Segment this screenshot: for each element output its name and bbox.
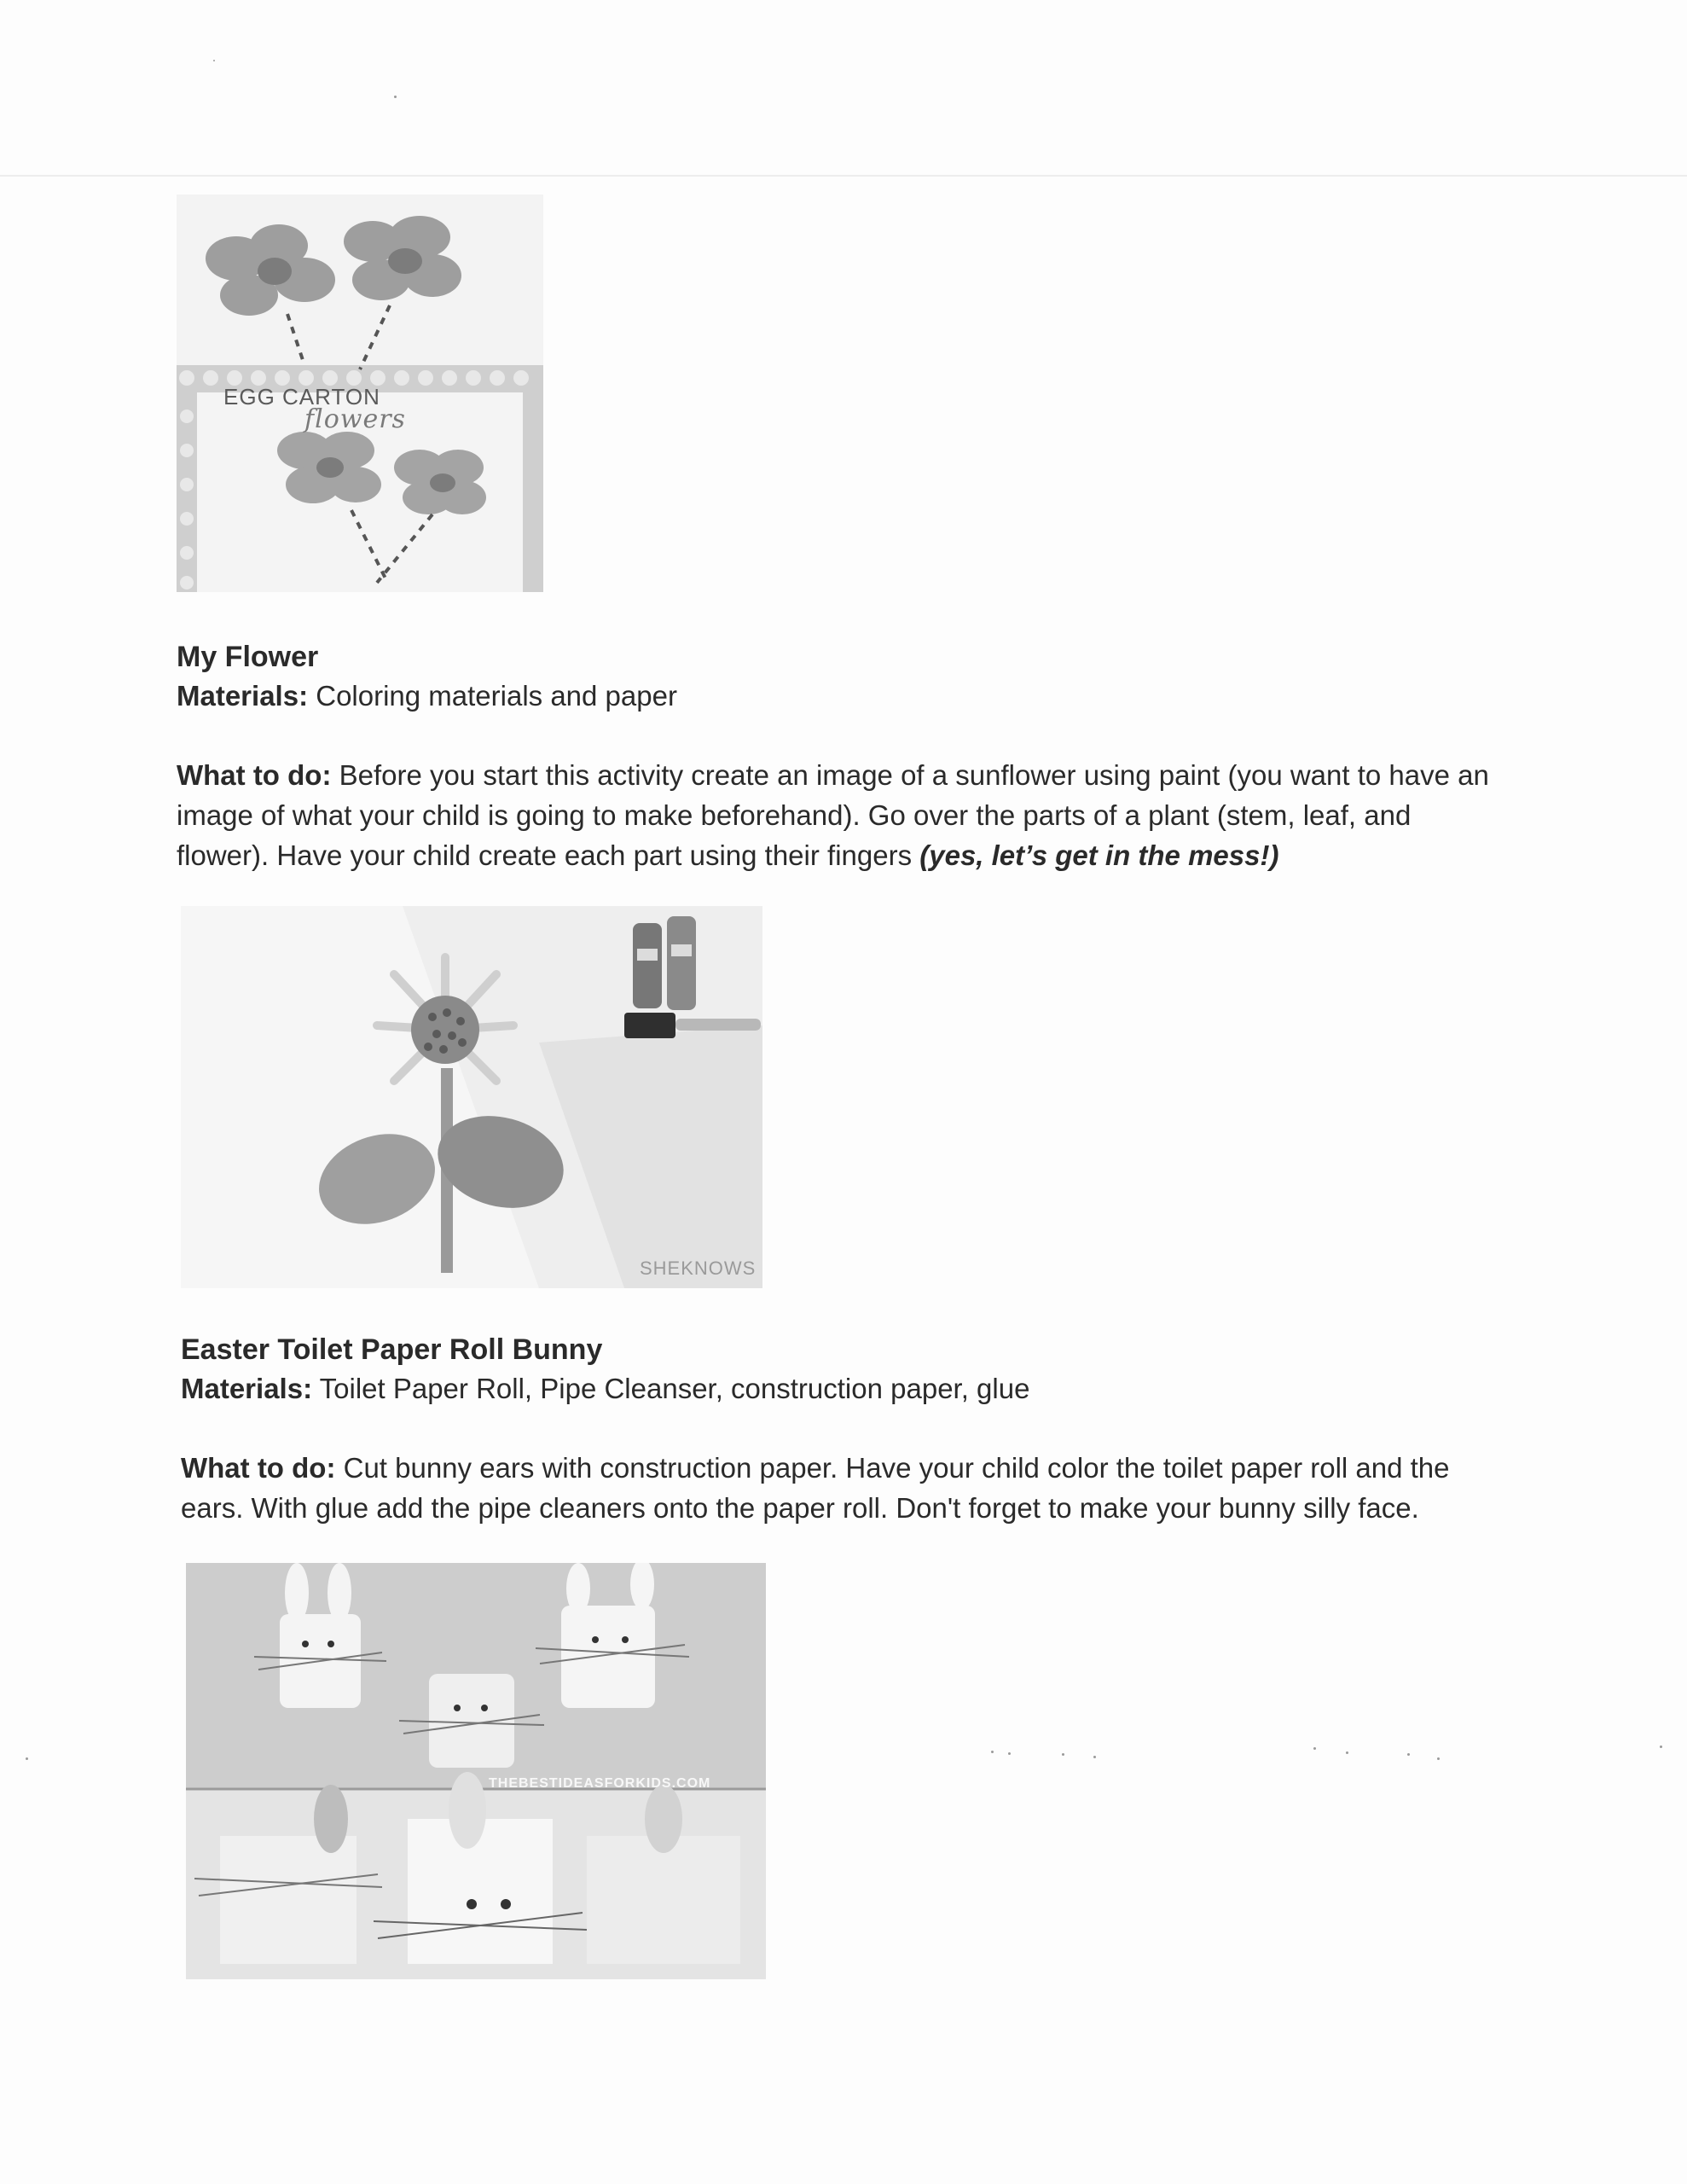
egg-carton-label: EGG CARTON [223, 384, 380, 410]
materials-text: Toilet Paper Roll, Pipe Cleanser, construction paper, glue [312, 1373, 1030, 1404]
scan-speck [26, 1757, 28, 1760]
scan-speck [1437, 1757, 1440, 1760]
bunny-watermark: THEBESTIDEASFORKIDS.COM [489, 1776, 711, 1791]
scan-speck [991, 1751, 994, 1753]
materials-label: Materials: [181, 1373, 313, 1404]
scan-speck [1407, 1753, 1410, 1756]
scan-speck [1313, 1747, 1316, 1750]
instructions-emphasis: (yes, let’s get in the mess!) [919, 839, 1279, 871]
bunny-instructions [181, 1448, 1494, 1528]
what-to-do-label: What to do: [177, 759, 332, 791]
sunflower-handprint-photo [181, 906, 762, 1288]
scan-speck [1008, 1752, 1011, 1755]
materials-text: Coloring materials and paper [308, 680, 677, 712]
what-to-do-label: What to do: [181, 1452, 336, 1484]
bunny-illustration [186, 1563, 766, 1979]
bunny-materials [181, 1368, 1494, 1409]
scan-speck [1093, 1756, 1096, 1758]
egg-carton-flowers-photo [177, 195, 543, 592]
materials-label: Materials: [177, 680, 309, 712]
my-flower-materials [177, 676, 1490, 716]
bunny-collage-photo [186, 1563, 766, 1979]
scan-speck [1660, 1745, 1662, 1748]
scan-speck [1062, 1753, 1064, 1756]
instructions-text: Before you start this activity create an image of a sunflower using paint (you want to have an image of what your child is going to make beforehand). Go over the parts of a plant (stem, leaf, and flower). Have your child create each part using their fingers [177, 759, 1489, 871]
scan-edge-line [0, 175, 1687, 177]
sheknows-watermark: SHEKNOWS [640, 1258, 757, 1279]
my-flower-instructions [177, 755, 1490, 875]
bunny-section [181, 1331, 1494, 1528]
flowers-label: flowers [304, 404, 406, 434]
instructions-text: Cut bunny ears with construction paper. Have your child color the toilet paper roll and the ears. With glue add the pipe cleaners onto the paper roll. Don't forget to make your bunny silly face. [181, 1452, 1450, 1524]
scan-speck [1346, 1751, 1348, 1754]
scan-speck [394, 96, 397, 98]
my-flower-section [177, 638, 1490, 875]
sunflower-illustration [181, 906, 762, 1288]
my-flower-title: My Flower [177, 641, 319, 673]
scan-speck [213, 60, 215, 61]
bunny-title: Easter Toilet Paper Roll Bunny [181, 1333, 603, 1366]
